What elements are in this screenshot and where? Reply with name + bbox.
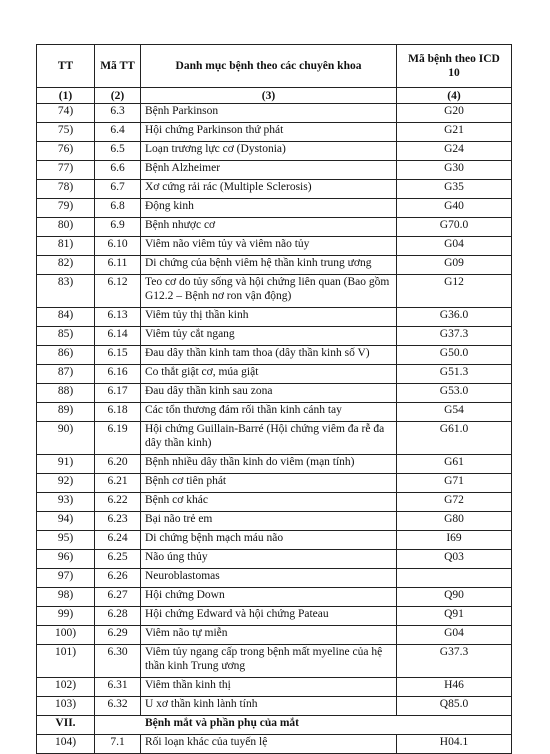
- row-tt: 74): [37, 104, 95, 123]
- row-disease-name: Rối loạn khác của tuyến lệ: [141, 735, 397, 754]
- section-title: Bệnh mắt và phần phụ của mắt: [95, 716, 512, 735]
- row-ma-tt: 6.19: [95, 422, 141, 455]
- row-tt: 92): [37, 474, 95, 493]
- table-row: [37, 275, 512, 308]
- table-row: [37, 384, 512, 403]
- row-disease-name: Não úng thủy: [141, 550, 397, 569]
- table-row: [37, 455, 512, 474]
- table-row: [37, 123, 512, 142]
- row-tt: 94): [37, 512, 95, 531]
- table-row: [37, 327, 512, 346]
- row-ma-tt: 7.1: [95, 735, 141, 754]
- row-icd-code: G80: [397, 512, 512, 531]
- row-icd-code: G09: [397, 256, 512, 275]
- row-disease-name: Hội chứng Guillain-Barré (Hội chứng viêm đa rễ đa dây thần kinh): [141, 422, 397, 455]
- row-icd-code: G20: [397, 104, 512, 123]
- row-tt: 100): [37, 626, 95, 645]
- row-disease-name: Bại não trẻ em: [141, 512, 397, 531]
- table-row: [37, 308, 512, 327]
- row-icd-code: G61: [397, 455, 512, 474]
- section-number: VII.: [37, 716, 95, 735]
- table-row: [37, 365, 512, 384]
- row-tt: 85): [37, 327, 95, 346]
- row-ma-tt: 6.12: [95, 275, 141, 308]
- table-row: [37, 550, 512, 569]
- table-row: [37, 403, 512, 422]
- row-disease-name: Bệnh nhược cơ: [141, 218, 397, 237]
- row-ma-tt: 6.13: [95, 308, 141, 327]
- row-disease-name: Di chứng của bệnh viêm hệ thần kinh trung ương: [141, 256, 397, 275]
- row-tt: 89): [37, 403, 95, 422]
- table-row: [37, 697, 512, 716]
- table-row: [37, 104, 512, 123]
- row-ma-tt: 6.3: [95, 104, 141, 123]
- row-icd-code: G04: [397, 237, 512, 256]
- table-row: [37, 199, 512, 218]
- row-tt: 93): [37, 493, 95, 512]
- row-ma-tt: 6.17: [95, 384, 141, 403]
- header-tt: TT: [37, 45, 95, 88]
- row-disease-name: Bệnh Parkinson: [141, 104, 397, 123]
- row-tt: 84): [37, 308, 95, 327]
- row-tt: 87): [37, 365, 95, 384]
- row-disease-name: Bệnh Alzheimer: [141, 161, 397, 180]
- table-row: [37, 626, 512, 645]
- row-ma-tt: 6.9: [95, 218, 141, 237]
- row-ma-tt: 6.6: [95, 161, 141, 180]
- row-icd-code: G54: [397, 403, 512, 422]
- row-disease-name: Đau dây thần kinh sau zona: [141, 384, 397, 403]
- row-tt: 101): [37, 645, 95, 678]
- row-ma-tt: 6.30: [95, 645, 141, 678]
- row-ma-tt: 6.18: [95, 403, 141, 422]
- row-tt: 98): [37, 588, 95, 607]
- row-tt: 95): [37, 531, 95, 550]
- row-disease-name: Teo cơ do tủy sống và hội chứng liên quan (Bao gồm G12.2 – Bệnh nơ ron vận động): [141, 275, 397, 308]
- row-disease-name: Viêm não viêm tủy và viêm não tủy: [141, 237, 397, 256]
- row-ma-tt: 6.14: [95, 327, 141, 346]
- row-ma-tt: 6.22: [95, 493, 141, 512]
- row-tt: 86): [37, 346, 95, 365]
- row-icd-code: I69: [397, 531, 512, 550]
- row-icd-code: G72: [397, 493, 512, 512]
- row-icd-code: G61.0: [397, 422, 512, 455]
- row-icd-code: G53.0: [397, 384, 512, 403]
- row-disease-name: Bệnh cơ tiên phát: [141, 474, 397, 493]
- row-icd-code: G70.0: [397, 218, 512, 237]
- row-tt: 104): [37, 735, 95, 754]
- row-disease-name: Các tổn thương đám rối thần kinh cánh tay: [141, 403, 397, 422]
- row-icd-code: G50.0: [397, 346, 512, 365]
- row-ma-tt: 6.27: [95, 588, 141, 607]
- row-tt: 76): [37, 142, 95, 161]
- row-disease-name: Hội chứng Parkinson thứ phát: [141, 123, 397, 142]
- row-icd-code: G71: [397, 474, 512, 493]
- row-disease-name: Viêm tủy ngang cấp trong bệnh mất myeline của hệ thần kinh Trung ương: [141, 645, 397, 678]
- row-icd-code: G21: [397, 123, 512, 142]
- row-tt: 83): [37, 275, 95, 308]
- col-num-2: (2): [95, 88, 141, 104]
- row-icd-code: G04: [397, 626, 512, 645]
- row-disease-name: Hội chứng Edward và hội chứng Pateau: [141, 607, 397, 626]
- col-num-3: (3): [141, 88, 397, 104]
- header-ma-tt: Mã TT: [95, 45, 141, 88]
- row-ma-tt: 6.23: [95, 512, 141, 531]
- row-icd-code: Q91: [397, 607, 512, 626]
- row-icd-code: H46: [397, 678, 512, 697]
- row-icd-code: [397, 569, 512, 588]
- row-tt: 96): [37, 550, 95, 569]
- row-icd-code: G12: [397, 275, 512, 308]
- row-disease-name: Di chứng bệnh mạch máu não: [141, 531, 397, 550]
- row-tt: 99): [37, 607, 95, 626]
- row-disease-name: Viêm tủy thị thần kinh: [141, 308, 397, 327]
- row-tt: 97): [37, 569, 95, 588]
- table-row: [37, 256, 512, 275]
- row-disease-name: Bệnh cơ khác: [141, 493, 397, 512]
- row-icd-code: G24: [397, 142, 512, 161]
- row-ma-tt: 6.20: [95, 455, 141, 474]
- row-ma-tt: 6.31: [95, 678, 141, 697]
- table-row: [37, 607, 512, 626]
- row-icd-code: G40: [397, 199, 512, 218]
- row-icd-code: Q90: [397, 588, 512, 607]
- row-disease-name: Neuroblastomas: [141, 569, 397, 588]
- table-row: [37, 645, 512, 678]
- column-number-row: [37, 88, 512, 104]
- table-row: [37, 512, 512, 531]
- table-row: [37, 161, 512, 180]
- table-row: [37, 422, 512, 455]
- row-tt: 78): [37, 180, 95, 199]
- row-tt: 81): [37, 237, 95, 256]
- row-ma-tt: 6.25: [95, 550, 141, 569]
- row-ma-tt: 6.21: [95, 474, 141, 493]
- row-tt: 102): [37, 678, 95, 697]
- row-ma-tt: 6.10: [95, 237, 141, 256]
- icd-table: [36, 44, 512, 754]
- table-row: [37, 474, 512, 493]
- table-row: [37, 588, 512, 607]
- row-tt: 88): [37, 384, 95, 403]
- row-ma-tt: 6.5: [95, 142, 141, 161]
- row-disease-name: Xơ cứng rải rác (Multiple Sclerosis): [141, 180, 397, 199]
- table-row: [37, 346, 512, 365]
- row-disease-name: Co thắt giật cơ, múa giật: [141, 365, 397, 384]
- row-ma-tt: 6.28: [95, 607, 141, 626]
- row-ma-tt: 6.11: [95, 256, 141, 275]
- row-disease-name: Viêm tủy cắt ngang: [141, 327, 397, 346]
- row-tt: 103): [37, 697, 95, 716]
- row-disease-name: U xơ thần kinh lành tính: [141, 697, 397, 716]
- row-tt: 82): [37, 256, 95, 275]
- row-ma-tt: 6.29: [95, 626, 141, 645]
- row-icd-code: Q85.0: [397, 697, 512, 716]
- col-num-4: (4): [397, 88, 512, 104]
- row-tt: 77): [37, 161, 95, 180]
- header-ma-benh: Mã bệnh theo ICD 10: [397, 45, 512, 88]
- row-icd-code: G51.3: [397, 365, 512, 384]
- row-ma-tt: 6.4: [95, 123, 141, 142]
- row-disease-name: Loạn trương lực cơ (Dystonia): [141, 142, 397, 161]
- row-icd-code: G37.3: [397, 645, 512, 678]
- table-body: [37, 104, 512, 754]
- row-icd-code: H04.1: [397, 735, 512, 754]
- row-disease-name: Đau dây thần kinh tam thoa (dây thần kinh số V): [141, 346, 397, 365]
- row-disease-name: Viêm não tự miễn: [141, 626, 397, 645]
- row-disease-name: Viêm thần kinh thị: [141, 678, 397, 697]
- table-row: [37, 142, 512, 161]
- table-row: [37, 569, 512, 588]
- row-ma-tt: 6.15: [95, 346, 141, 365]
- row-icd-code: G37.3: [397, 327, 512, 346]
- table-row: [37, 678, 512, 697]
- table-row: [37, 531, 512, 550]
- header-row: [37, 45, 512, 88]
- row-disease-name: Động kinh: [141, 199, 397, 218]
- row-ma-tt: 6.32: [95, 697, 141, 716]
- row-tt: 91): [37, 455, 95, 474]
- row-ma-tt: 6.24: [95, 531, 141, 550]
- table-row: [37, 237, 512, 256]
- row-tt: 79): [37, 199, 95, 218]
- col-num-1: (1): [37, 88, 95, 104]
- row-disease-name: Hội chứng Down: [141, 588, 397, 607]
- row-icd-code: G36.0: [397, 308, 512, 327]
- row-ma-tt: 6.7: [95, 180, 141, 199]
- row-ma-tt: 6.16: [95, 365, 141, 384]
- row-icd-code: G35: [397, 180, 512, 199]
- row-disease-name: Bệnh nhiều dây thần kinh do viêm (mạn tính): [141, 455, 397, 474]
- header-danh-muc: Danh mục bệnh theo các chuyên khoa: [141, 45, 397, 88]
- row-tt: 80): [37, 218, 95, 237]
- table-row: [37, 493, 512, 512]
- table-row: [37, 218, 512, 237]
- row-icd-code: G30: [397, 161, 512, 180]
- table-row: [37, 180, 512, 199]
- row-tt: 90): [37, 422, 95, 455]
- row-ma-tt: 6.26: [95, 569, 141, 588]
- row-tt: 75): [37, 123, 95, 142]
- row-icd-code: Q03: [397, 550, 512, 569]
- section-row: [37, 716, 512, 735]
- row-ma-tt: 6.8: [95, 199, 141, 218]
